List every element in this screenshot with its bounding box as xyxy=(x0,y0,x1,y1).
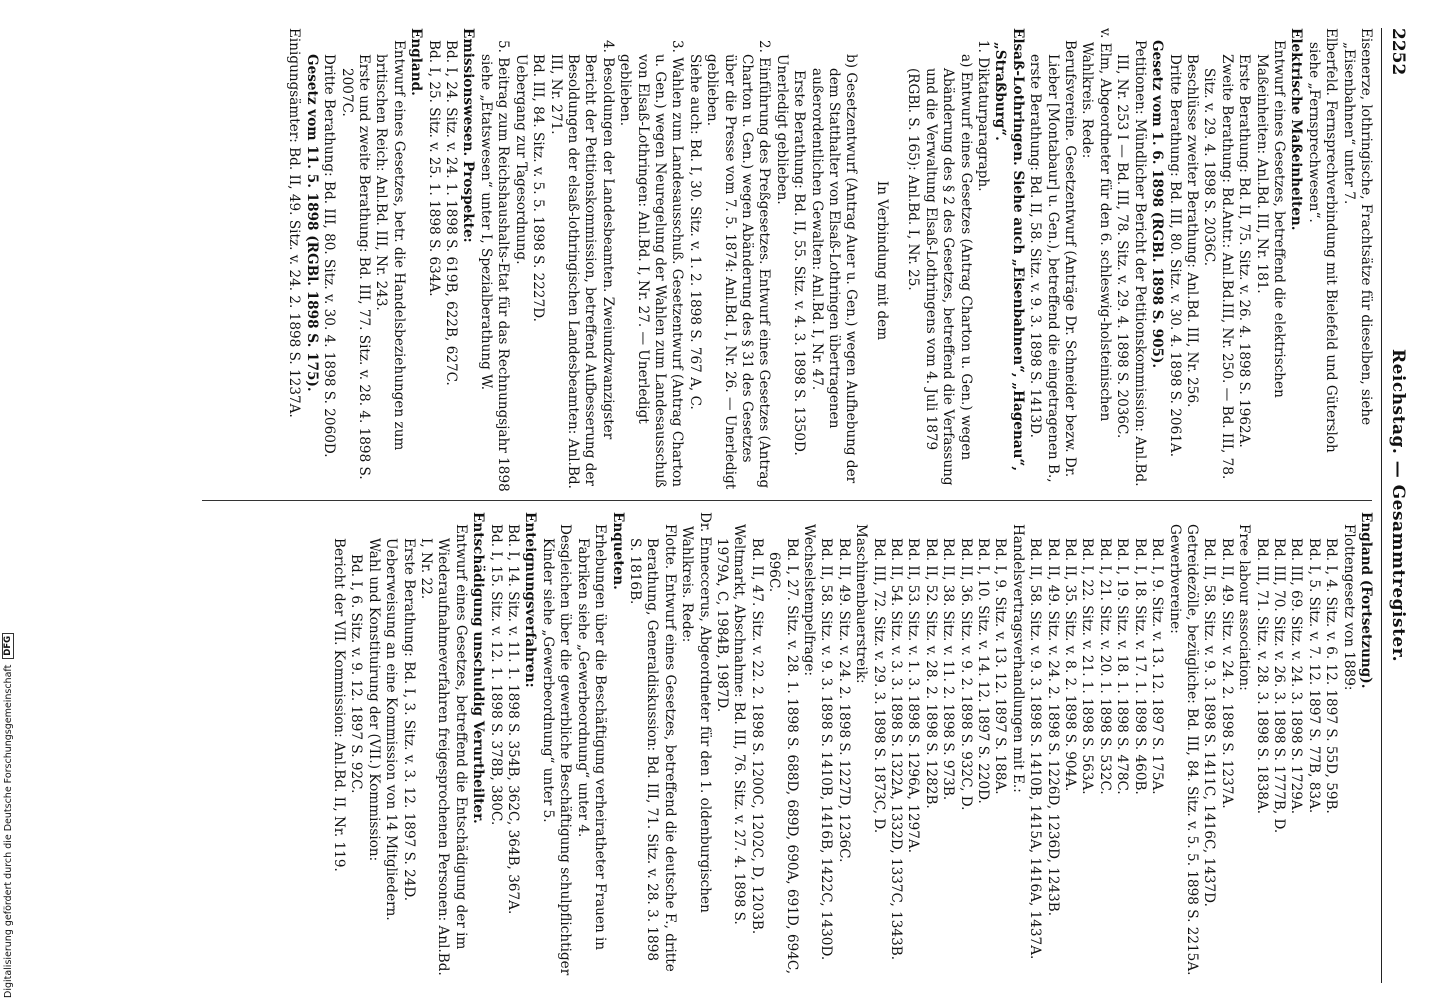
register-entry: Bd. II, 47. Sitz. v. 22. 2. 1898 S. 1200C, 1202C, D, 1203B. xyxy=(748,538,765,935)
register-entry: Weltmarkt, Abschnahme: Bd. III, 76. Sitz. v. 27. 4. 1898 S. 1979A, C, 1984B, 1987D. xyxy=(713,524,748,925)
page-number: 2252 xyxy=(1388,28,1408,76)
register-entry: Enteignungsverfahren: xyxy=(522,512,539,688)
register-entry: Bd. I, 27. Sitz. v. 28. 1. 1898 S. 688D, 689D, 690A, 691D, 694C, 696C. xyxy=(766,538,800,975)
register-entry: Wechselstempelfrage: xyxy=(801,524,817,677)
register-entry: Eisenerze, lothringische, Frachtsätze für dieselben, siehe „Eisenbahnen“ unter 7. xyxy=(1340,28,1374,426)
register-entry: Berufsvereine. Gesetzentwurf (Anträge Dr. Schneider bezw. Dr. Lieber [Montabaur] u. Gen.), betreffend die eingetragenen B., erste Berathung: Bd. II, 58. Sitz. v. 9. 3. 1898 S. 1413D. xyxy=(1027,40,1079,483)
register-entry: Bd. II, 49. Sitz. v. 24. 2. 1898 S. 1226D, 1236D, 1243B. xyxy=(1044,538,1061,917)
register-entry: Uebergang zur Tagesordnung. xyxy=(512,54,529,265)
register-entry: Erhebungen über die Beschäftigung verheiratheter Frauen in Fabriken siehe „Gewerbeordnung“ unter 4. xyxy=(574,524,609,951)
register-entry: England. xyxy=(408,28,425,96)
register-entry: Desgleichen über die gewerbliche Beschäftigung schulpflichtiger Kinder siehe „Gewerbeordnung“ unter 5. xyxy=(539,524,574,976)
register-entry: Erste Berathung: Bd. I, 3. Sitz. v. 3. 12. 1897 S. 24D. xyxy=(400,538,417,902)
register-entry: Bd. III, 84. Sitz. v. 5. 5. 1898 S. 2227D. xyxy=(530,54,547,322)
dfg-logo: DFG xyxy=(2,633,14,659)
register-entry: Gesetz vom 11. 5. 1898 (RGBl. 1898 S. 175). xyxy=(303,54,320,392)
register-entry: Erste Berathung: Bd. II, 55. Sitz. v. 4. 3. 1898 S. 1350D. xyxy=(791,70,808,456)
register-entry: In Verbindung mit dem xyxy=(874,180,891,341)
register-entry: Bd. II, 35. Sitz. v. 8. 2. 1898 S. 904A. xyxy=(1062,538,1079,792)
register-entry: Bd. I, 9. Sitz. v. 13. 12. 1897 S. 188A. xyxy=(992,538,1009,795)
page-title: Reichstag. — Gesammtregister. xyxy=(1388,348,1408,663)
register-entry: Bd. II, 36. Sitz. v. 9. 2. 1898 S. 932C, D. xyxy=(957,538,974,811)
register-entry: Handelsvertragsverhandlungen mit E.: xyxy=(1009,524,1026,793)
register-entry: Elsaß-Lothringen. Siehe auch „Eisenbahnen“, „Hagenau“, „Straßburg“. xyxy=(992,28,1026,472)
register-entry: Erste und zweite Berathung: Bd. III, 77. Sitz. v. 28. 4. 1898 S. 2007C. xyxy=(338,54,373,480)
register-entry: Bd. I, 4. Sitz. v. 6. 12. 1897 S. 55D, 59B. xyxy=(1323,538,1340,814)
register-entry: Bd. II, 58. Sitz. v. 9. 3. 1898 S. 1410B, 1415A, 1416A, 1437A. xyxy=(1027,538,1044,960)
register-entry: Bd. II, 38. Sitz. v. 11. 2. 1898 S. 973B. xyxy=(940,538,957,801)
register-entry: Gewerbvereine: xyxy=(1166,524,1183,634)
register-entry: Beschlüsse zweiter Berathung: Anl.Bd. III, Nr. 256. xyxy=(1183,54,1200,408)
register-entry: Entwurf eines Gesetzes, betreffend die elektrischen Maßeinheiten: Anl.Bd. III, Nr. 181. xyxy=(1253,40,1287,398)
register-entry: Wahl und Konstituirung der (VII.) Kommission: xyxy=(365,538,382,862)
register-entry: Erste Berathung: Bd. II, 75. Sitz. v. 26. 4. 1898 S. 1962A. xyxy=(1236,54,1253,448)
register-entry: Entschädigung unschuldig Verurtheilter. xyxy=(470,512,487,824)
register-entry: Petitionen: Mündlicher Bericht der Petitionskommission: Anl.Bd. III, Nr. 253 I — Bd. III, 78. Sitz. v. 29. 4. 1898 S. 2036C. xyxy=(1114,40,1148,487)
register-entry: 4. Besoldungen der Landesbeamten. Zweiundzwanzigster Bericht der Petitionskommission, betreffend Aufbesserung der Besoldungen der elsaß-lothringischen Landesbeamten: Anl.Bd. III, Nr. 271. xyxy=(547,40,616,489)
register-entry: v. Elm, Abgeordneter für den 6. schleswig-holsteinischen Wahlkreis. Rede: xyxy=(1079,28,1113,422)
register-entry: Bd. II, 53. Sitz. v. 1. 3. 1898 S. 1296A, 1297A. xyxy=(905,538,922,854)
register-entry: Elberfeld. Fernsprechverbindung mit Bielefeld und Gütersloh siehe „Fernsprechwesen“. xyxy=(1305,28,1340,453)
register-entry: a) Entwurf eines Gesetzes (Antrag Charton u. Gen.) wegen Abänderung des § 2 des Gesetzes, betreffend die Verfassung und die Verwaltung Elsaß-Lothringens vom 4. Juli 1879 (RGBl. S. 165): Anl.Bd. I, Nr. 25. xyxy=(905,54,974,486)
column-divider xyxy=(202,500,1372,501)
register-entry: 3. Wahlen zum Landesausschuß. Gesetzentwurf (Antrag Charton u. Gen.) wegen Neuregelung der Wahlen zum Landesausschuß von Elsaß-Lothringen: Anl.Bd. I, Nr. 27. — Unerledigt geblieben. xyxy=(617,40,686,488)
register-entry: Bd. III, 71. Sitz. v. 28. 3. 1898 S. 1838A. xyxy=(1253,538,1270,815)
register-entry: England (Fortsetzung). xyxy=(1358,512,1374,689)
credit-text: Digitalisierung gefördert durch die Deutsche Forschungsgemeinschaft xyxy=(2,664,14,998)
register-entry: Bd. I, 24. Sitz. v. 24. 1. 1898 S. 619B, 622B, 627C. xyxy=(443,40,460,386)
register-entry: Elektrische Maßeinheiten. xyxy=(1288,28,1305,231)
register-entry: Bd. I, 18. Sitz. v. 17. 1. 1898 S. 460B. xyxy=(1131,538,1148,795)
register-entry: Einigungsämter: Bd. II, 49. Sitz. v. 24. 2. 1898 S. 1237A. xyxy=(286,28,303,418)
digitization-credit xyxy=(2,0,14,998)
register-entry: Zweite Berathung: Bd.Antr.: Anl.Bd.III, Nr. 250. — Bd. III, 78. Sitz. v. 29. 4. 1898 S. 2036C. xyxy=(1201,54,1235,480)
register-entry: Bericht der VII. Kommission: Anl.Bd. II, Nr. 119. xyxy=(331,538,348,872)
register-entry: Bd. II, 54. Sitz. v. 3. 3. 1898 S. 1322A, 1332D, 1337C, 1343B. xyxy=(888,538,905,961)
column-right xyxy=(194,28,1374,493)
register-entry: Enqueten. xyxy=(609,512,626,590)
register-entry: Bd. III, 72. Sitz. v. 29. 3. 1898 S. 1873C, D. xyxy=(870,538,887,834)
register-entry: Getreidezölle, bezügliche: Bd. III, 84. Sitz. v. 5. 5. 1898 S. 2215A. xyxy=(1183,524,1200,976)
register-entry: Bd. II, 58. Sitz. v. 9. 3. 1898 S. 1410B, 1416B, 1422C, 1430D. xyxy=(818,538,835,961)
register-entry: Bd. I, 15. Sitz. v. 12. 1. 1898 S. 378B, 380C. xyxy=(487,524,504,826)
register-entry: Maschinenbauerstreik: xyxy=(853,524,870,684)
register-entry: Dr. Enneccerus, Abgeordneter für den 1. oldenburgischen Wahlkreis. Rede: xyxy=(679,512,713,913)
register-entry: Bd. I, 10. Sitz. v. 14. 12. 1897 S. 220D. xyxy=(975,538,992,804)
register-entry: Ueberweisung an eine Kommission von 14 Mitgliedern. xyxy=(383,538,400,921)
register-entry: b) Gesetzentwurf (Antrag Auer u. Gen.) wegen Aufhebung der dem Statthalter von Elsaß-Lothringen übertragenen außerordentlichen Gewalten: Anl.Bd. I, Nr. 47. xyxy=(808,54,860,484)
register-entry: Bd. I, 22. Sitz. v. 21. 1. 1898 S. 563A. xyxy=(1079,538,1096,795)
register-entry: Bd. I, 6. Sitz. v. 9. 12. 1897 S. 92C. xyxy=(348,554,365,794)
register-entry: Flottengesetz von 1889: xyxy=(1340,524,1357,691)
register-entry: Bd. II, 52. Sitz. v. 28. 2. 1898 S. 1282B. xyxy=(922,538,939,809)
register-entry: Bd. II, 49. Sitz. v. 24. 2. 1898 S. 1227D, 1236C. xyxy=(835,538,852,863)
register-entry: Bd. I, 19. Sitz. v. 18. 1. 1898 S. 478C. xyxy=(1114,538,1131,795)
register-entry: Emissionswesen. Prospekte: xyxy=(460,28,477,243)
register-entry: 2. Einführung des Preßgesetzes. Entwurf eines Gesetzes (Antrag Charton u. Gen.) wegen Abänderung des § 31 des Gesetzes über die Presse vom 7. 5. 1874: Anl.Bd. I, Nr. 26. — Unerledigt geblieben. xyxy=(704,40,773,490)
register-entry: Flotte. Entwurf eines Gesetzes, betreffend die deutsche F., dritte Berathung, Generaldiskussion: Bd. III, 71. Sitz. v. 28. 3. 1898 S. 1816B. xyxy=(626,524,678,972)
register-entry: Bd. II, 58. Sitz. v. 9. 3. 1898 S. 1411C, 1416C, 1437D. xyxy=(1201,538,1218,907)
page-header xyxy=(1381,28,1412,983)
register-entry: Entwurf eines Gesetzes, betr. die Handelsbeziehungen zum britischen Reich: Anl.Bd. III, Nr. 243. xyxy=(373,40,407,451)
register-entry: Bd. III, 69. Sitz. v. 24. 3. 1898 S. 1729A. xyxy=(1288,538,1305,815)
register-entry: Unerledigt geblieben. xyxy=(773,54,790,205)
register-entry: Free labour association: xyxy=(1236,524,1253,691)
register-entry: 5. Beitrag zum Reichshaushalts-Etat für das Rechnungsjahr 1898 siehe „Etatswesen“ unter I, Spezialberathung W. xyxy=(477,40,512,492)
register-entry: Bd. I, 25. Sitz. v. 25. 1. 1898 S. 634A. xyxy=(425,40,442,297)
register-entry: Bd. I, 21. Sitz. v. 20. 1. 1898 S. 532C. xyxy=(1096,538,1113,795)
register-entry: Bd. I, 5. Sitz. v. 7. 12. 1897 S. 77B, 83A. xyxy=(1305,538,1322,814)
register-entry: Gesetz vom 1. 6. 1898 (RGBl. 1898 S. 905). xyxy=(1149,40,1166,369)
column-left xyxy=(194,512,1374,977)
register-entry: Siehe auch: Bd. I, 30. Sitz. v. 1. 2. 1898 S. 767 A, C. xyxy=(686,54,703,410)
register-entry: Dritte Berathung: Bd. III, 80. Sitz. v. 30. 4. 1898 S. 2060D. xyxy=(321,54,338,458)
register-entry: Entwurf eines Gesetzes, betreffend die Entschädigung der im Wiederaufnahmeverfahren freigesprochenen Personen: Anl.Bd. I, Nr. 22. xyxy=(418,524,469,976)
register-entry: Bd. III, 70. Sitz. v. 26. 3. 1898 S. 1777B, D. xyxy=(1270,538,1287,834)
register-entry: Dritte Berathung: Bd. III, 80. Sitz. v. 30. 4. 1898 S. 2061A. xyxy=(1166,54,1183,458)
register-entry: Bd. II, 49. Sitz. v. 24. 2. 1898 S. 1237A. xyxy=(1218,538,1235,809)
register-entry: Bd. I, 14. Sitz. v. 11. 1. 1898 S. 354B, 362C, 364B, 367A. xyxy=(505,524,522,915)
register-entry: 1. Diktaturparagraph. xyxy=(975,40,992,192)
register-entry: Bd. I, 9. Sitz. v. 13. 12. 1897 S. 175A. xyxy=(1149,538,1166,795)
